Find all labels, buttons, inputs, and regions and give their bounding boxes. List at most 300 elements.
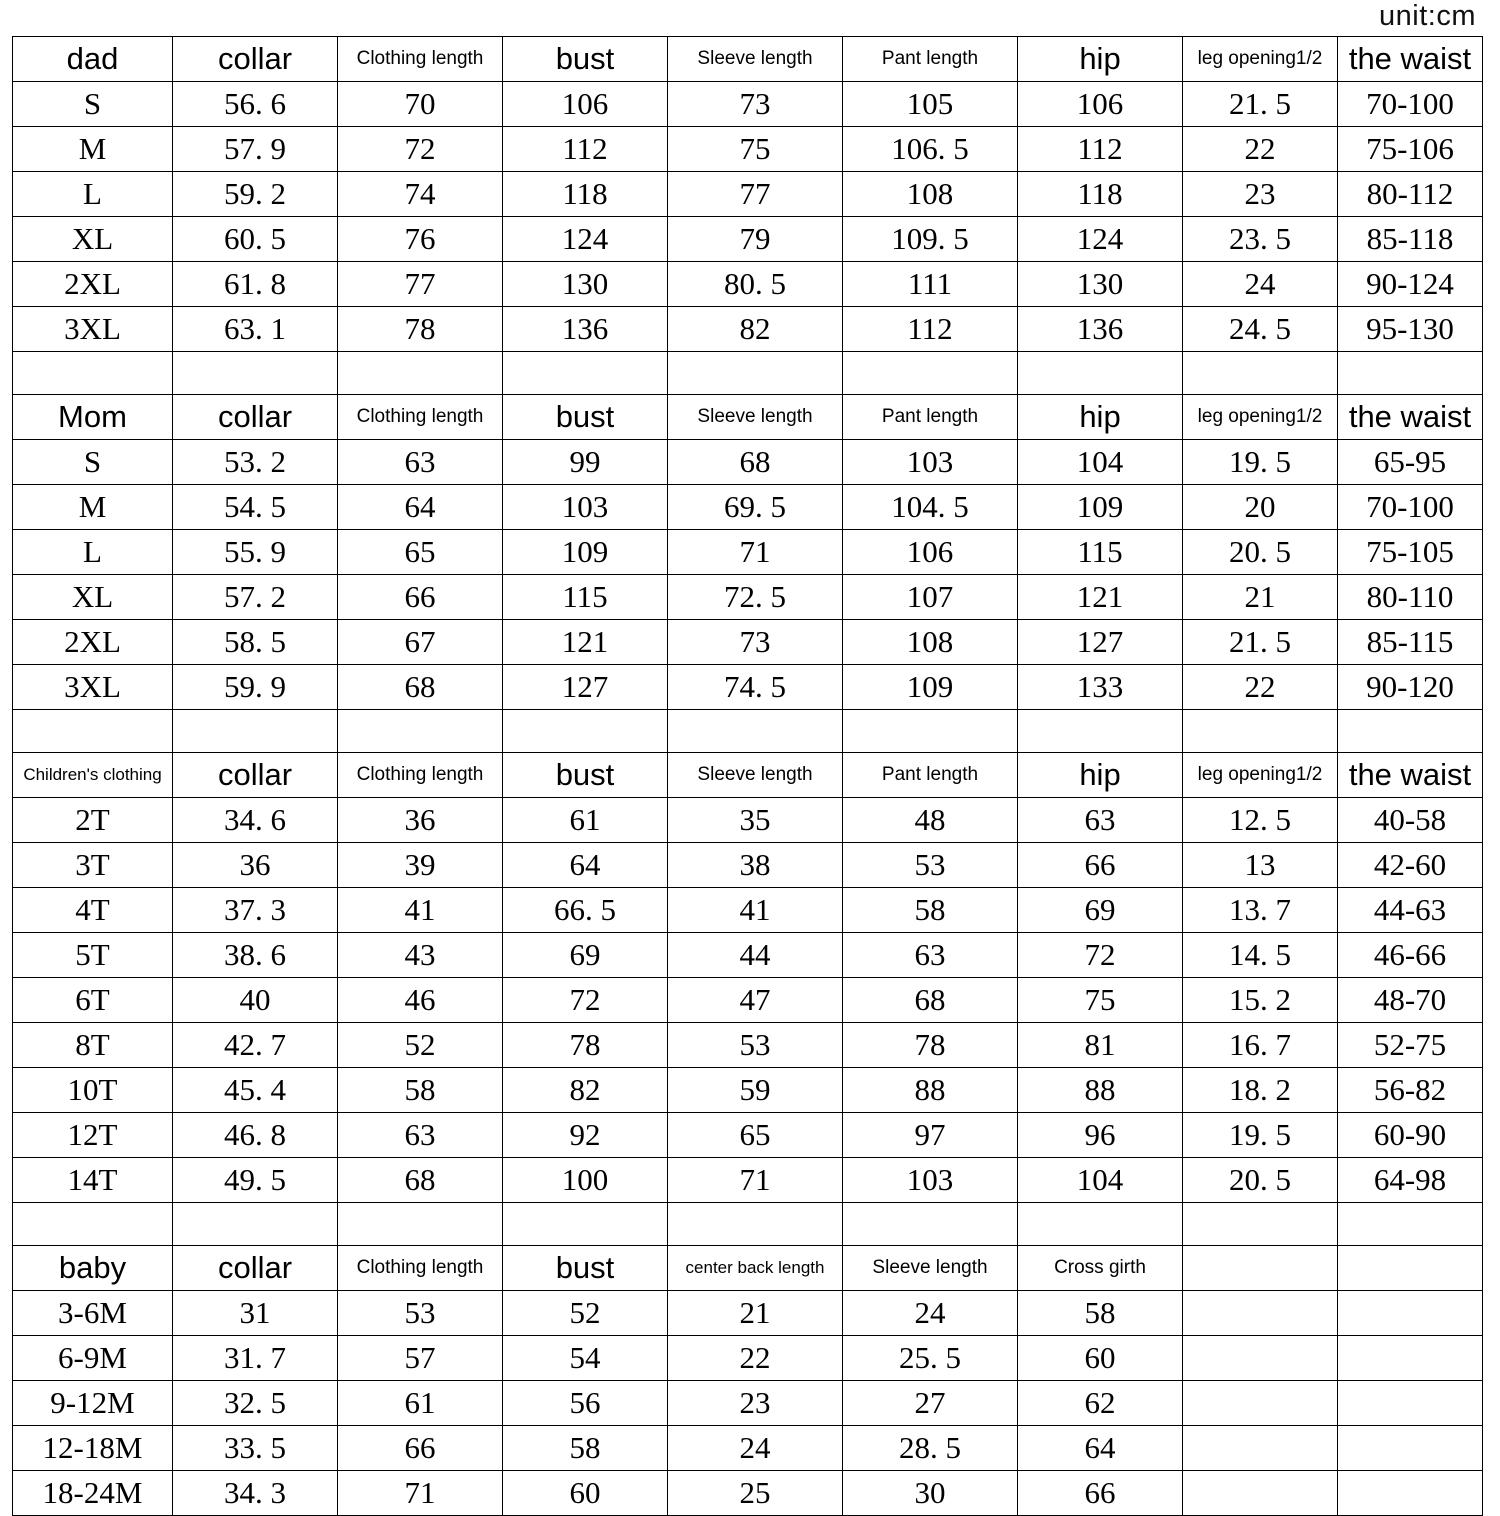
cell-children-6-4: 59 <box>668 1068 843 1113</box>
cell-baby-3-3: 58 <box>503 1426 668 1471</box>
cell-mom-1-0: M <box>13 485 173 530</box>
cell-children-4-3: 72 <box>503 978 668 1023</box>
header-cell-mom-2: Clothing length <box>338 395 503 440</box>
cell-dad-5-8: 95-130 <box>1338 307 1483 352</box>
cell-children-0-0: 2T <box>13 798 173 843</box>
cell-children-7-5: 97 <box>843 1113 1018 1158</box>
cell-dad-3-0: XL <box>13 217 173 262</box>
cell-mom-0-6: 104 <box>1018 440 1183 485</box>
table-row <box>13 1381 1483 1426</box>
cell-children-7-4: 65 <box>668 1113 843 1158</box>
table-row <box>13 127 1483 172</box>
table-row <box>13 1471 1483 1516</box>
header-cell-children-5: Pant length <box>843 753 1018 798</box>
cell-dad-4-2: 77 <box>338 262 503 307</box>
cell-baby-2-1: 32. 5 <box>173 1381 338 1426</box>
table-row <box>13 978 1483 1023</box>
cell-children-7-3: 92 <box>503 1113 668 1158</box>
cell-mom-4-6: 127 <box>1018 620 1183 665</box>
header-cell-children-8: the waist <box>1338 753 1483 798</box>
cell-children-3-5: 63 <box>843 933 1018 978</box>
cell-children-1-5: 53 <box>843 843 1018 888</box>
spacer-cell <box>1018 710 1183 753</box>
cell-children-6-6: 88 <box>1018 1068 1183 1113</box>
cell-baby-0-2: 53 <box>338 1291 503 1336</box>
table-row <box>13 843 1483 888</box>
cell-baby-1-1: 31. 7 <box>173 1336 338 1381</box>
header-cell-children-1: collar <box>173 753 338 798</box>
cell-children-1-2: 39 <box>338 843 503 888</box>
header-cell-children-0: Children's clothing <box>13 753 173 798</box>
cell-mom-4-4: 73 <box>668 620 843 665</box>
spacer-cell <box>1183 352 1338 395</box>
cell-children-2-8: 44-63 <box>1338 888 1483 933</box>
table-row <box>13 888 1483 933</box>
cell-children-8-1: 49. 5 <box>173 1158 338 1203</box>
empty-cell <box>1183 1471 1338 1516</box>
cell-mom-3-6: 121 <box>1018 575 1183 620</box>
empty-cell <box>1338 1471 1483 1516</box>
cell-mom-2-5: 106 <box>843 530 1018 575</box>
cell-mom-0-7: 19. 5 <box>1183 440 1338 485</box>
table-row <box>13 1291 1483 1336</box>
cell-dad-0-2: 70 <box>338 82 503 127</box>
header-cell-children-3: bust <box>503 753 668 798</box>
table-row <box>13 665 1483 710</box>
cell-mom-3-7: 21 <box>1183 575 1338 620</box>
cell-children-7-6: 96 <box>1018 1113 1183 1158</box>
cell-baby-2-4: 23 <box>668 1381 843 1426</box>
header-cell-children-2: Clothing length <box>338 753 503 798</box>
cell-children-1-6: 66 <box>1018 843 1183 888</box>
cell-children-8-0: 14T <box>13 1158 173 1203</box>
cell-children-2-5: 58 <box>843 888 1018 933</box>
cell-mom-2-2: 65 <box>338 530 503 575</box>
cell-children-1-1: 36 <box>173 843 338 888</box>
header-cell-mom-1: collar <box>173 395 338 440</box>
cell-mom-3-1: 57. 2 <box>173 575 338 620</box>
cell-children-0-7: 12. 5 <box>1183 798 1338 843</box>
cell-dad-2-1: 59. 2 <box>173 172 338 217</box>
cell-baby-2-2: 61 <box>338 1381 503 1426</box>
cell-dad-4-5: 111 <box>843 262 1018 307</box>
cell-children-1-4: 38 <box>668 843 843 888</box>
spacer-cell <box>503 352 668 395</box>
cell-children-5-4: 53 <box>668 1023 843 1068</box>
table-row <box>13 1426 1483 1471</box>
table-row <box>13 82 1483 127</box>
cell-mom-5-5: 109 <box>843 665 1018 710</box>
cell-mom-1-4: 69. 5 <box>668 485 843 530</box>
cell-mom-4-8: 85-115 <box>1338 620 1483 665</box>
cell-children-8-2: 68 <box>338 1158 503 1203</box>
empty-cell <box>1338 1246 1483 1291</box>
cell-children-6-5: 88 <box>843 1068 1018 1113</box>
cell-children-1-8: 42-60 <box>1338 843 1483 888</box>
header-cell-dad-2: Clothing length <box>338 37 503 82</box>
spacer-cell <box>338 710 503 753</box>
cell-dad-1-8: 75-106 <box>1338 127 1483 172</box>
cell-baby-0-4: 21 <box>668 1291 843 1336</box>
cell-baby-1-4: 22 <box>668 1336 843 1381</box>
cell-mom-5-8: 90-120 <box>1338 665 1483 710</box>
cell-baby-4-2: 71 <box>338 1471 503 1516</box>
spacer-cell <box>843 710 1018 753</box>
table-row <box>13 933 1483 978</box>
cell-mom-1-8: 70-100 <box>1338 485 1483 530</box>
cell-children-5-6: 81 <box>1018 1023 1183 1068</box>
empty-cell <box>1338 1426 1483 1471</box>
header-cell-baby-4: center back length <box>668 1246 843 1291</box>
cell-children-3-7: 14. 5 <box>1183 933 1338 978</box>
cell-dad-4-8: 90-124 <box>1338 262 1483 307</box>
cell-dad-0-4: 73 <box>668 82 843 127</box>
cell-mom-5-6: 133 <box>1018 665 1183 710</box>
cell-mom-4-2: 67 <box>338 620 503 665</box>
cell-baby-3-2: 66 <box>338 1426 503 1471</box>
cell-dad-0-6: 106 <box>1018 82 1183 127</box>
empty-cell <box>1338 1381 1483 1426</box>
cell-children-2-1: 37. 3 <box>173 888 338 933</box>
header-cell-children-6: hip <box>1018 753 1183 798</box>
cell-children-8-3: 100 <box>503 1158 668 1203</box>
cell-dad-2-7: 23 <box>1183 172 1338 217</box>
cell-dad-3-8: 85-118 <box>1338 217 1483 262</box>
cell-dad-1-7: 22 <box>1183 127 1338 172</box>
cell-children-6-1: 45. 4 <box>173 1068 338 1113</box>
spacer-cell <box>13 1203 173 1246</box>
cell-mom-2-8: 75-105 <box>1338 530 1483 575</box>
spacer-cell <box>843 352 1018 395</box>
cell-dad-1-6: 112 <box>1018 127 1183 172</box>
header-cell-mom-7: leg opening1/2 <box>1183 395 1338 440</box>
cell-mom-4-0: 2XL <box>13 620 173 665</box>
size-chart-sheet <box>12 36 1482 1516</box>
spacer-cell <box>503 1203 668 1246</box>
cell-baby-4-0: 18-24M <box>13 1471 173 1516</box>
cell-children-0-2: 36 <box>338 798 503 843</box>
header-cell-dad-5: Pant length <box>843 37 1018 82</box>
cell-children-4-8: 48-70 <box>1338 978 1483 1023</box>
cell-dad-5-4: 82 <box>668 307 843 352</box>
spacer-cell <box>173 352 338 395</box>
cell-children-4-5: 68 <box>843 978 1018 1023</box>
cell-children-3-6: 72 <box>1018 933 1183 978</box>
empty-cell <box>1183 1203 1338 1246</box>
cell-baby-0-5: 24 <box>843 1291 1018 1336</box>
cell-children-8-8: 64-98 <box>1338 1158 1483 1203</box>
cell-children-8-6: 104 <box>1018 1158 1183 1203</box>
cell-children-6-2: 58 <box>338 1068 503 1113</box>
spacer-cell <box>668 710 843 753</box>
cell-baby-3-0: 12-18M <box>13 1426 173 1471</box>
header-cell-dad-4: Sleeve length <box>668 37 843 82</box>
cell-dad-1-4: 75 <box>668 127 843 172</box>
cell-children-4-1: 40 <box>173 978 338 1023</box>
cell-children-8-4: 71 <box>668 1158 843 1203</box>
cell-mom-5-3: 127 <box>503 665 668 710</box>
cell-mom-2-1: 55. 9 <box>173 530 338 575</box>
cell-children-5-8: 52-75 <box>1338 1023 1483 1068</box>
size-chart-table <box>12 36 1483 1516</box>
size-chart-body <box>13 37 1483 1516</box>
cell-children-7-2: 63 <box>338 1113 503 1158</box>
cell-baby-4-1: 34. 3 <box>173 1471 338 1516</box>
table-row <box>13 307 1483 352</box>
spacer-cell <box>13 710 173 753</box>
spacer-row <box>13 352 1483 395</box>
cell-dad-3-3: 124 <box>503 217 668 262</box>
cell-children-4-4: 47 <box>668 978 843 1023</box>
empty-cell <box>1338 1203 1483 1246</box>
table-row <box>13 1023 1483 1068</box>
cell-dad-4-6: 130 <box>1018 262 1183 307</box>
cell-baby-3-6: 64 <box>1018 1426 1183 1471</box>
cell-dad-4-1: 61. 8 <box>173 262 338 307</box>
cell-baby-4-4: 25 <box>668 1471 843 1516</box>
cell-mom-0-8: 65-95 <box>1338 440 1483 485</box>
cell-dad-4-3: 130 <box>503 262 668 307</box>
cell-children-7-8: 60-90 <box>1338 1113 1483 1158</box>
cell-baby-2-3: 56 <box>503 1381 668 1426</box>
cell-children-1-7: 13 <box>1183 843 1338 888</box>
unit-label: unit:cm <box>1379 0 1476 32</box>
header-cell-mom-3: bust <box>503 395 668 440</box>
cell-children-7-1: 46. 8 <box>173 1113 338 1158</box>
cell-dad-2-5: 108 <box>843 172 1018 217</box>
cell-dad-0-1: 56. 6 <box>173 82 338 127</box>
cell-dad-5-2: 78 <box>338 307 503 352</box>
cell-mom-0-1: 53. 2 <box>173 440 338 485</box>
cell-mom-2-4: 71 <box>668 530 843 575</box>
cell-dad-0-5: 105 <box>843 82 1018 127</box>
header-cell-dad-6: hip <box>1018 37 1183 82</box>
cell-children-2-4: 41 <box>668 888 843 933</box>
spacer-cell <box>1338 352 1483 395</box>
cell-children-4-6: 75 <box>1018 978 1183 1023</box>
cell-dad-0-3: 106 <box>503 82 668 127</box>
cell-mom-1-3: 103 <box>503 485 668 530</box>
cell-mom-3-3: 115 <box>503 575 668 620</box>
header-cell-dad-1: collar <box>173 37 338 82</box>
cell-dad-3-7: 23. 5 <box>1183 217 1338 262</box>
cell-mom-3-4: 72. 5 <box>668 575 843 620</box>
table-row <box>13 217 1483 262</box>
cell-dad-2-2: 74 <box>338 172 503 217</box>
empty-cell <box>1338 1336 1483 1381</box>
cell-mom-4-3: 121 <box>503 620 668 665</box>
cell-dad-2-0: L <box>13 172 173 217</box>
cell-children-5-7: 16. 7 <box>1183 1023 1338 1068</box>
cell-mom-2-0: L <box>13 530 173 575</box>
spacer-cell <box>503 710 668 753</box>
cell-mom-4-5: 108 <box>843 620 1018 665</box>
cell-baby-2-5: 27 <box>843 1381 1018 1426</box>
cell-mom-4-7: 21. 5 <box>1183 620 1338 665</box>
cell-dad-3-4: 79 <box>668 217 843 262</box>
cell-baby-0-1: 31 <box>173 1291 338 1336</box>
table-row <box>13 1158 1483 1203</box>
cell-baby-1-2: 57 <box>338 1336 503 1381</box>
spacer-cell <box>1338 710 1483 753</box>
cell-mom-1-2: 64 <box>338 485 503 530</box>
cell-children-8-7: 20. 5 <box>1183 1158 1338 1203</box>
empty-cell <box>1183 1336 1338 1381</box>
empty-cell <box>1183 1381 1338 1426</box>
cell-dad-1-5: 106. 5 <box>843 127 1018 172</box>
header-cell-baby-3: bust <box>503 1246 668 1291</box>
cell-children-4-0: 6T <box>13 978 173 1023</box>
cell-children-1-0: 3T <box>13 843 173 888</box>
cell-children-6-0: 10T <box>13 1068 173 1113</box>
cell-dad-5-1: 63. 1 <box>173 307 338 352</box>
cell-children-5-5: 78 <box>843 1023 1018 1068</box>
header-cell-mom-0: Mom <box>13 395 173 440</box>
cell-children-3-2: 43 <box>338 933 503 978</box>
table-row <box>13 620 1483 665</box>
header-cell-dad-7: leg opening1/2 <box>1183 37 1338 82</box>
cell-children-3-3: 69 <box>503 933 668 978</box>
cell-dad-2-8: 80-112 <box>1338 172 1483 217</box>
cell-mom-5-0: 3XL <box>13 665 173 710</box>
table-row <box>13 798 1483 843</box>
cell-mom-2-3: 109 <box>503 530 668 575</box>
cell-children-2-3: 66. 5 <box>503 888 668 933</box>
cell-dad-3-1: 60. 5 <box>173 217 338 262</box>
cell-dad-0-7: 21. 5 <box>1183 82 1338 127</box>
cell-dad-4-4: 80. 5 <box>668 262 843 307</box>
cell-mom-1-1: 54. 5 <box>173 485 338 530</box>
spacer-cell <box>843 1203 1018 1246</box>
cell-dad-0-8: 70-100 <box>1338 82 1483 127</box>
cell-baby-1-3: 54 <box>503 1336 668 1381</box>
cell-dad-5-5: 112 <box>843 307 1018 352</box>
spacer-cell <box>1183 710 1338 753</box>
cell-dad-2-3: 118 <box>503 172 668 217</box>
cell-mom-0-3: 99 <box>503 440 668 485</box>
cell-children-3-8: 46-66 <box>1338 933 1483 978</box>
cell-baby-4-6: 66 <box>1018 1471 1183 1516</box>
table-row <box>13 440 1483 485</box>
cell-mom-0-4: 68 <box>668 440 843 485</box>
spacer-cell <box>338 1203 503 1246</box>
cell-dad-0-0: S <box>13 82 173 127</box>
cell-children-5-0: 8T <box>13 1023 173 1068</box>
cell-baby-0-3: 52 <box>503 1291 668 1336</box>
spacer-cell <box>1018 1203 1183 1246</box>
spacer-cell <box>668 1203 843 1246</box>
cell-dad-1-2: 72 <box>338 127 503 172</box>
cell-children-2-0: 4T <box>13 888 173 933</box>
cell-children-6-7: 18. 2 <box>1183 1068 1338 1113</box>
cell-children-0-8: 40-58 <box>1338 798 1483 843</box>
cell-children-6-3: 82 <box>503 1068 668 1113</box>
cell-dad-2-6: 118 <box>1018 172 1183 217</box>
cell-dad-5-7: 24. 5 <box>1183 307 1338 352</box>
spacer-cell <box>338 352 503 395</box>
cell-baby-1-0: 6-9M <box>13 1336 173 1381</box>
cell-dad-3-5: 109. 5 <box>843 217 1018 262</box>
spacer-cell <box>13 352 173 395</box>
cell-mom-0-2: 63 <box>338 440 503 485</box>
cell-mom-5-7: 22 <box>1183 665 1338 710</box>
table-row <box>13 575 1483 620</box>
header-cell-mom-8: the waist <box>1338 395 1483 440</box>
cell-dad-3-6: 124 <box>1018 217 1183 262</box>
header-cell-baby-0: baby <box>13 1246 173 1291</box>
cell-baby-1-5: 25. 5 <box>843 1336 1018 1381</box>
cell-mom-2-7: 20. 5 <box>1183 530 1338 575</box>
cell-dad-2-4: 77 <box>668 172 843 217</box>
cell-mom-0-5: 103 <box>843 440 1018 485</box>
cell-children-4-2: 46 <box>338 978 503 1023</box>
table-row <box>13 530 1483 575</box>
cell-dad-5-3: 136 <box>503 307 668 352</box>
cell-children-8-5: 103 <box>843 1158 1018 1203</box>
table-row <box>13 172 1483 217</box>
cell-children-3-1: 38. 6 <box>173 933 338 978</box>
header-cell-mom-4: Sleeve length <box>668 395 843 440</box>
cell-mom-1-7: 20 <box>1183 485 1338 530</box>
cell-mom-5-2: 68 <box>338 665 503 710</box>
cell-mom-0-0: S <box>13 440 173 485</box>
table-header-row-mom <box>13 395 1483 440</box>
cell-mom-3-5: 107 <box>843 575 1018 620</box>
cell-children-5-1: 42. 7 <box>173 1023 338 1068</box>
spacer-cell <box>173 710 338 753</box>
cell-dad-5-0: 3XL <box>13 307 173 352</box>
empty-cell <box>1183 1246 1338 1291</box>
cell-baby-0-6: 58 <box>1018 1291 1183 1336</box>
header-cell-dad-0: dad <box>13 37 173 82</box>
cell-children-0-5: 48 <box>843 798 1018 843</box>
cell-mom-2-6: 115 <box>1018 530 1183 575</box>
cell-baby-3-1: 33. 5 <box>173 1426 338 1471</box>
cell-children-2-6: 69 <box>1018 888 1183 933</box>
header-cell-baby-5: Sleeve length <box>843 1246 1018 1291</box>
cell-baby-4-3: 60 <box>503 1471 668 1516</box>
cell-children-5-3: 78 <box>503 1023 668 1068</box>
cell-children-0-1: 34. 6 <box>173 798 338 843</box>
cell-children-4-7: 15. 2 <box>1183 978 1338 1023</box>
cell-children-6-8: 56-82 <box>1338 1068 1483 1113</box>
cell-dad-1-0: M <box>13 127 173 172</box>
table-row <box>13 262 1483 307</box>
table-row <box>13 485 1483 530</box>
cell-dad-4-7: 24 <box>1183 262 1338 307</box>
cell-dad-1-3: 112 <box>503 127 668 172</box>
cell-baby-2-6: 62 <box>1018 1381 1183 1426</box>
cell-children-1-3: 64 <box>503 843 668 888</box>
header-cell-baby-6: Cross girth <box>1018 1246 1183 1291</box>
table-header-row-baby <box>13 1246 1483 1291</box>
table-header-row-children <box>13 753 1483 798</box>
cell-children-2-2: 41 <box>338 888 503 933</box>
cell-children-0-6: 63 <box>1018 798 1183 843</box>
table-row <box>13 1336 1483 1381</box>
table-row <box>13 1113 1483 1158</box>
cell-mom-1-5: 104. 5 <box>843 485 1018 530</box>
cell-dad-3-2: 76 <box>338 217 503 262</box>
header-cell-mom-5: Pant length <box>843 395 1018 440</box>
table-row <box>13 1068 1483 1113</box>
cell-baby-2-0: 9-12M <box>13 1381 173 1426</box>
cell-children-7-7: 19. 5 <box>1183 1113 1338 1158</box>
cell-children-0-4: 35 <box>668 798 843 843</box>
cell-baby-0-0: 3-6M <box>13 1291 173 1336</box>
cell-children-7-0: 12T <box>13 1113 173 1158</box>
cell-baby-4-5: 30 <box>843 1471 1018 1516</box>
